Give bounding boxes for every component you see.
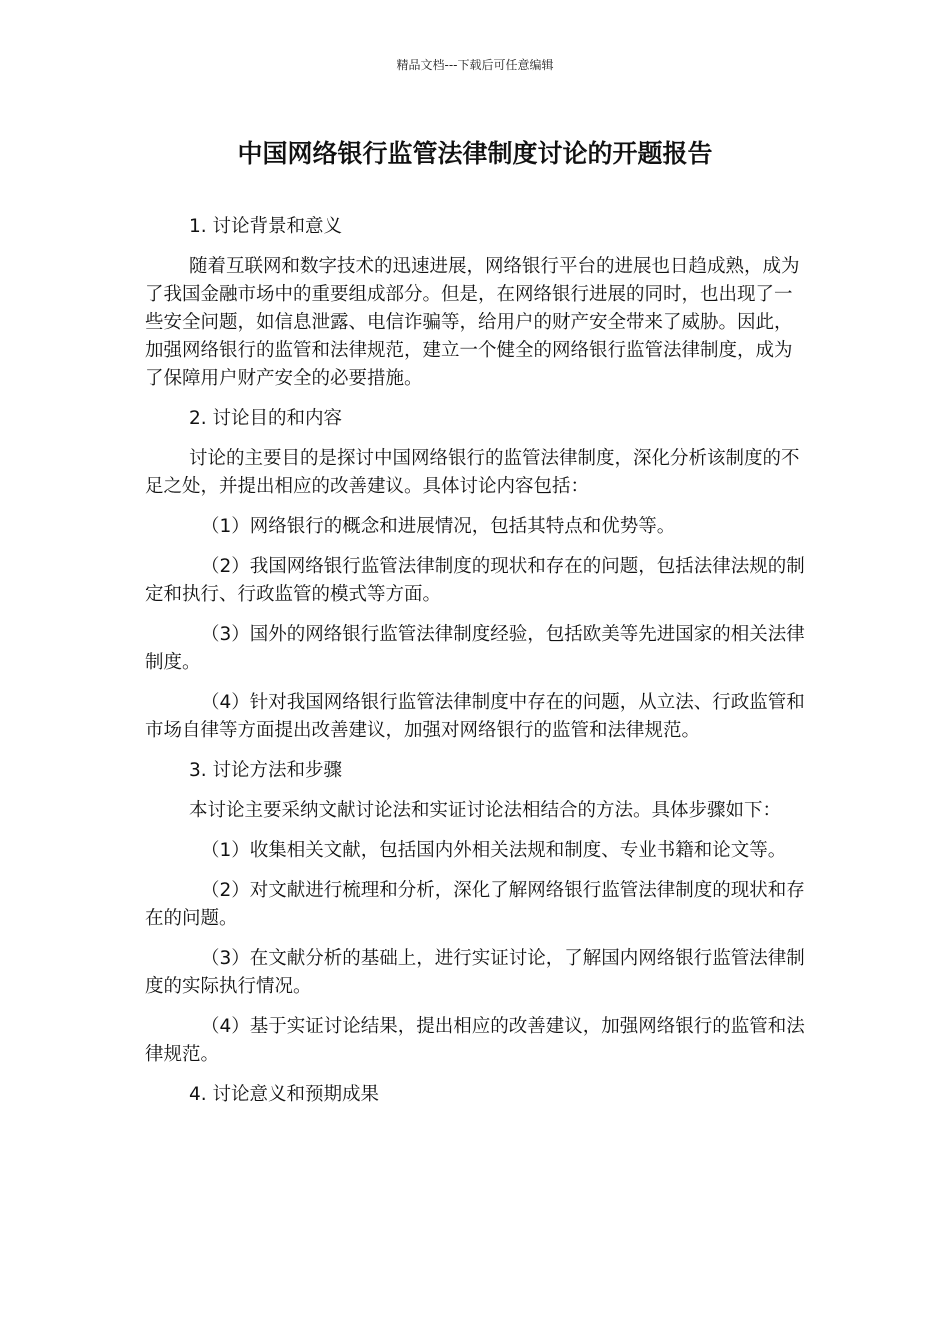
section-heading-background: 1. 讨论背景和意义 xyxy=(189,216,343,237)
purpose-list-item: （3）国外的网络银行监管法律制度经验，包括欧美等先进国家的相关法律制度。 xyxy=(145,624,805,673)
section-paragraph-purpose: 讨论的主要目的是探讨中国网络银行的监管法律制度，深化分析该制度的不足之处，并提出相应的改善建议。具体讨论内容包括： xyxy=(145,448,800,497)
section-heading-significance: 4. 讨论意义和预期成果 xyxy=(189,1084,380,1105)
section-paragraph-background: 随着互联网和数字技术的迅速进展，网络银行平台的进展也日趋成熟，成为了我国金融市场中的重要组成部分。但是，在网络银行进展的同时，也出现了一些安全问题，如信息泄露、电信诈骗等，给用户的财产安全带来了威胁。因此，加强网络银行的监管和法律规范，建立一个健全的网络银行监管法律制度，成为了保障用户财产安全的必要措施。 xyxy=(145,256,800,389)
purpose-list-item: （2）我国网络银行监管法律制度的现状和存在的问题，包括法律法规的制定和执行、行政监管的模式等方面。 xyxy=(145,556,805,605)
section-heading-purpose: 2. 讨论目的和内容 xyxy=(189,408,343,429)
document-title: 中国网络银行监管法律制度讨论的开题报告 xyxy=(237,139,713,168)
document-body xyxy=(145,213,805,1121)
page-header-watermark: 精品文档---下载后可任意编辑 xyxy=(396,58,554,72)
purpose-list-item: （4）针对我国网络银行监管法律制度中存在的问题，从立法、行政监管和市场自律等方面提出改善建议，加强对网络银行的监管和法律规范。 xyxy=(145,692,805,741)
purpose-list-item: （1）网络银行的概念和进展情况，包括其特点和优势等。 xyxy=(201,516,676,537)
methods-list-item: （4）基于实证讨论结果，提出相应的改善建议，加强网络银行的监管和法律规范。 xyxy=(145,1016,805,1065)
methods-list-item: （3）在文献分析的基础上，进行实证讨论，了解国内网络银行监管法律制度的实际执行情况。 xyxy=(145,948,805,997)
methods-list-item: （1）收集相关文献，包括国内外相关法规和制度、专业书籍和论文等。 xyxy=(201,840,787,861)
section-heading-methods: 3. 讨论方法和步骤 xyxy=(189,760,343,781)
methods-list-item: （2）对文献进行梳理和分析，深化了解网络银行监管法律制度的现状和存在的问题。 xyxy=(145,880,805,929)
section-paragraph-methods: 本讨论主要采纳文献讨论法和实证讨论法相结合的方法。具体步骤如下： xyxy=(189,800,782,821)
